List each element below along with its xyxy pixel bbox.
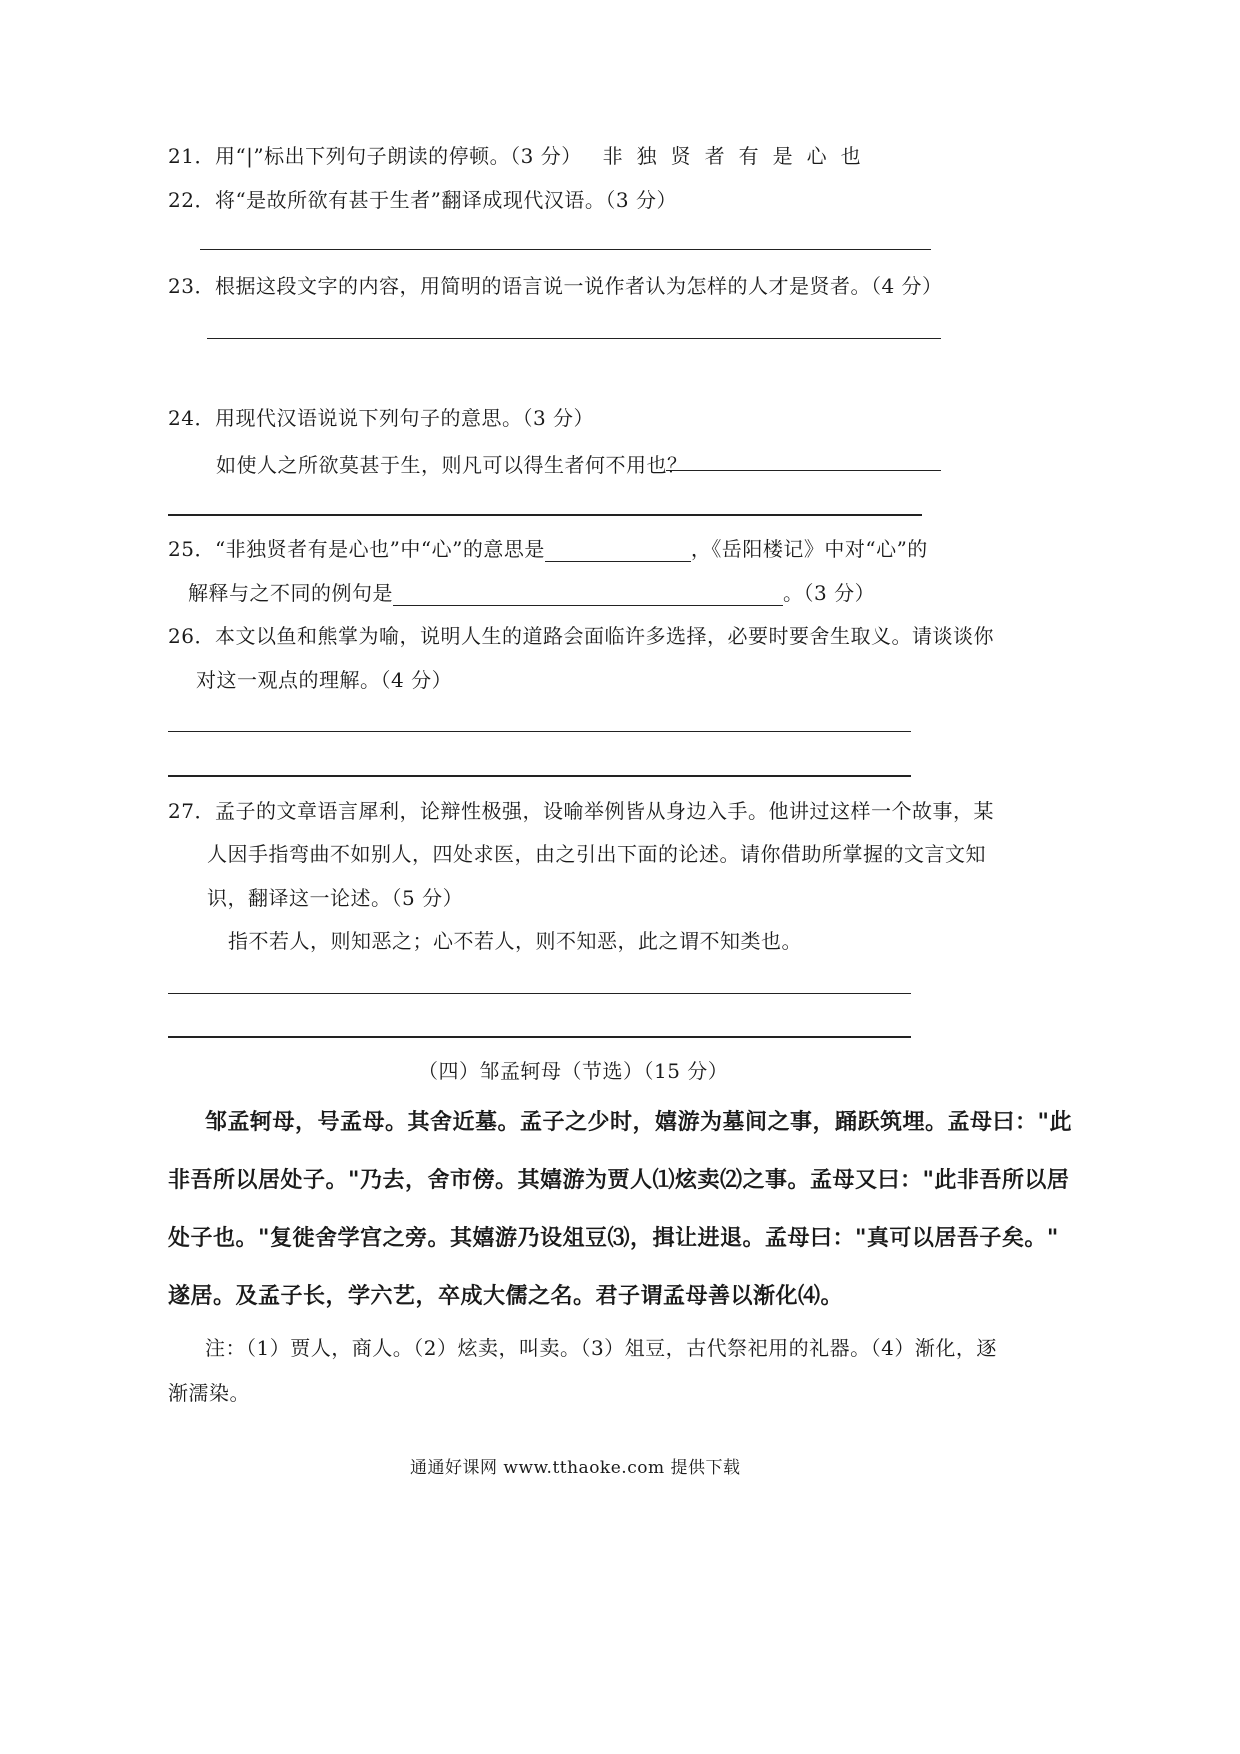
note-line-1: 注：（1）贾人，商人。（2）炫卖，叫卖。（3）俎豆，古代祭祀用的礼器。（4）渐化，逐 (205, 1336, 997, 1360)
answer-blank-25a[interactable] (545, 541, 691, 562)
question-26-line2: 对这一观点的理解。（4 分） (196, 668, 453, 692)
question-23: 23．根据这段文字的内容，用简明的语言说一说作者认为怎样的人才是贤者。（4 分） (168, 274, 943, 298)
answer-line-24b[interactable] (168, 514, 922, 516)
question-24-sentence: 如使人之所欲莫甚于生，则凡可以得生者何不用也？ (216, 453, 688, 477)
answer-line-23[interactable] (207, 338, 941, 339)
question-21-sentence: 非独贤者有是心也 (602, 144, 875, 168)
answer-line-22[interactable] (200, 249, 931, 250)
answer-line-26b[interactable] (168, 775, 911, 777)
answer-line-27b[interactable] (168, 1036, 911, 1038)
page-footer: 通通好课网 www.tthaoke.com 提供下载 (410, 1458, 741, 1478)
question-27-quote: 指不若人，则知恶之；心不若人，则不知恶，此之谓不知类也。 (228, 929, 802, 953)
question-25-line1: 25．“非独贤者有是心也”中“心”的意思是 ，《岳阳楼记》中对“心”的 (168, 537, 928, 561)
question-26-line1: 26．本文以鱼和熊掌为喻，说明人生的道路会面临许多选择，必要时要舍生取义。请谈谈你 (168, 624, 994, 648)
answer-line-27a[interactable] (168, 993, 911, 994)
question-27-line3: 识，翻译这一论述。（5 分） (207, 886, 464, 910)
question-27-line1: 27．孟子的文章语言犀利，论辩性极强，设喻举例皆从身边入手。他讲过这样一个故事，某 (168, 799, 994, 823)
note-line-2: 渐濡染。 (168, 1381, 250, 1405)
question-27-line2: 人因手指弯曲不如别人，四处求医，由之引出下面的论述。请你借助所掌握的文言文知 (207, 842, 986, 866)
answer-blank-25b[interactable] (393, 585, 783, 606)
passage-line-2: 非吾所以居处子。"乃去，舍市傍。其嬉游为贾人⑴炫卖⑵之事。孟母又曰："此非吾所以居 (168, 1168, 1070, 1193)
passage-line-1: 邹孟轲母，号孟母。其舍近墓。孟子之少时，嬉游为墓间之事，踊跃筑埋。孟母曰："此 (205, 1110, 1072, 1135)
question-22: 22．将“是故所欲有甚于生者”翻译成现代汉语。（3 分） (168, 188, 677, 212)
answer-line-26a[interactable] (168, 731, 911, 732)
question-21 (168, 143, 875, 169)
passage-line-4: 遂居。及孟子长，学六艺，卒成大儒之名。君子谓孟母善以渐化⑷。 (168, 1284, 844, 1309)
question-25-line2: 解释与之不同的例句是 。（3 分） (188, 581, 876, 605)
section-4-title: （四）邹孟轲母（节选）（15 分） (418, 1059, 729, 1083)
question-24: 24．用现代汉语说说下列句子的意思。（3 分） (168, 406, 595, 430)
answer-line-24a[interactable] (666, 470, 941, 471)
question-21-prompt: 21．用“|”标出下列句子朗读的停顿。（3 分） (168, 144, 582, 168)
passage-line-3: 处子也。"复徙舍学宫之旁。其嬉游乃设俎豆⑶，揖让进退。孟母曰："真可以居吾子矣。" (168, 1226, 1059, 1251)
